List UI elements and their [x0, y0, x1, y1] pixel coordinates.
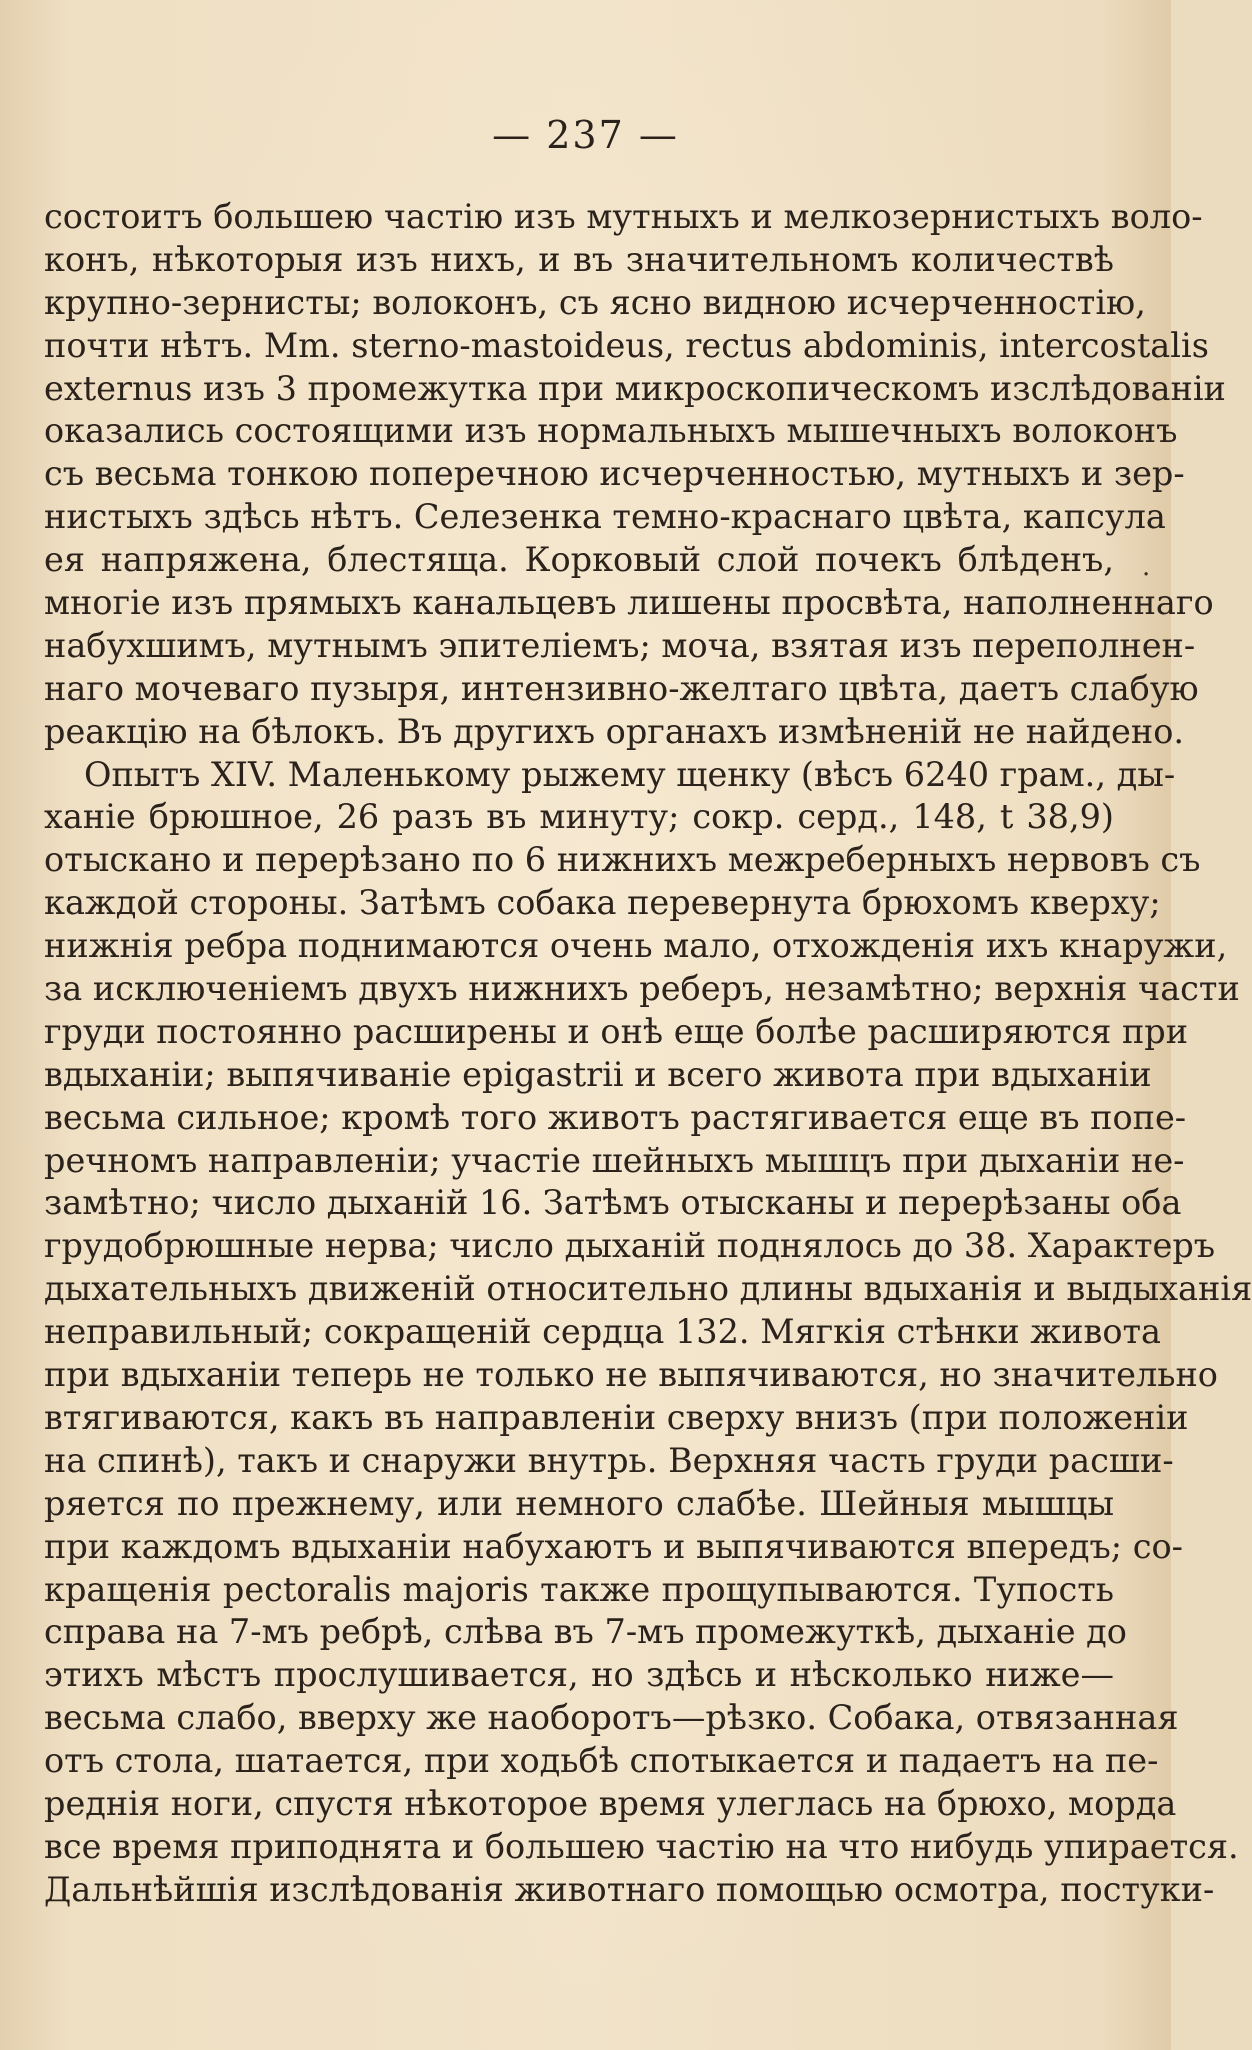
text-line: дыхательныхъ движеній относительно длины вдыханія и выдыханія — [44, 1269, 1252, 1309]
text-line: отыскано и перерѣзано по 6 нижнихъ межреберныхъ нервовъ съ — [44, 840, 1201, 880]
text-line: почти нѣтъ. Mm. sterno-mastoideus, rectus abdominis, intercostalis — [44, 325, 1209, 365]
text-line: Дальнѣйшія изслѣдованія животнаго помощью осмотра, постуки- — [44, 1869, 1215, 1909]
text-line: все время приподнята и большею частію на что нибудь упирается. — [44, 1826, 1239, 1866]
text-line: конъ, нѣкоторыя изъ нихъ, и въ значительномъ количествѣ — [44, 239, 1114, 279]
text-line: реднія ноги, спустя нѣкоторое время улеглась на брюхо, морда — [44, 1783, 1177, 1823]
text-line: каждой стороны. Затѣмъ собака перевернута брюхомъ кверху; — [44, 883, 1161, 923]
text-line: отъ стола, шатается, при ходьбѣ спотыкается и падаетъ на пе- — [44, 1741, 1159, 1781]
page-number: — 237 — — [492, 113, 679, 157]
text-line: кращенія pectoralis majoris также прощупываются. Тупость — [44, 1569, 1114, 1609]
text-line: оказались состоящими изъ нормальныхъ мышечныхъ волоконъ — [44, 411, 1178, 451]
text-line: этихъ мѣстъ прослушивается, но здѣсь и нѣсколько ниже— — [44, 1655, 1114, 1695]
text-line: съ весьма тонкою поперечною исчерченностью, мутныхъ и зер- — [44, 454, 1185, 494]
text-line: многіе изъ прямыхъ канальцевъ лишены просвѣта, наполненнаго — [44, 583, 1214, 623]
text-line: ея напряжена, блестяща. Корковый слой почекъ блѣденъ, — [44, 540, 1114, 580]
text-line: на спинѣ), такъ и снаружи внутрь. Верхняя часть груди расши- — [44, 1440, 1174, 1480]
text-line: при каждомъ вдыханіи набухаютъ и выпячиваются впередъ; со- — [44, 1526, 1183, 1566]
text-line: нистыхъ здѣсь нѣтъ. Селезенка темно-краснаго цвѣта, капсула — [44, 497, 1166, 537]
paragraph-start-line: Опытъ XIV. Маленькому рыжему щенку (вѣсъ 6240 грам., ды- — [84, 754, 1176, 794]
text-line: ряется по прежнему, или немного слабѣе. Шейныя мышцы — [44, 1483, 1114, 1523]
text-line: состоитъ большею частію изъ мутныхъ и мелкозернистыхъ воло- — [44, 197, 1203, 236]
text-line: весьма сильное; кромѣ того животъ растягивается еще въ попе- — [44, 1097, 1187, 1137]
text-line: грудобрюшные нерва; число дыханій поднялось до 38. Характеръ — [44, 1226, 1216, 1266]
margin-mark: · — [1142, 560, 1151, 590]
text-line: при вдыханіи теперь не только не выпячиваются, но значительно — [44, 1355, 1218, 1395]
text-line: речномъ направленіи; участіе шейныхъ мышцъ при дыханіи не- — [44, 1140, 1185, 1180]
text-line: втягиваются, какъ въ направленіи сверху внизъ (при положеніи — [44, 1397, 1189, 1437]
text-line: externus изъ 3 промежутка при микроскопическомъ изслѣдованіи — [44, 368, 1226, 408]
text-line: неправильный; сокращеній сердца 132. Мягкія стѣнки живота — [44, 1312, 1162, 1352]
text-line: реакцію на бѣлокъ. Въ другихъ органахъ измѣненій не найдено. — [44, 711, 1185, 751]
text-line: справа на 7-мъ ребрѣ, слѣва въ 7-мъ промежуткѣ, дыханіе до — [44, 1612, 1127, 1652]
text-line: набухшимъ, мутнымъ эпителіемъ; моча, взятая изъ переполнен- — [44, 625, 1196, 665]
text-line: ханіе брюшное, 26 разъ въ минуту; сокр. серд., 148, t 38,9) — [44, 797, 1114, 837]
text-line: груди постоянно расширены и онѣ еще болѣе расширяются при — [44, 1011, 1189, 1051]
text-line: наго мочеваго пузыря, интензивно-желтаго цвѣта, даетъ слабую — [44, 668, 1199, 708]
text-line: нижнія ребра поднимаются очень мало, отхожденія ихъ кнаружи, — [44, 926, 1228, 966]
text-line: за исключеніемъ двухъ нижнихъ реберъ, незамѣтно; верхнія части — [44, 969, 1240, 1009]
text-line: весьма слабо, вверху же наоборотъ—рѣзко. Собака, отвязанная — [44, 1698, 1179, 1738]
text-line: вдыханіи; выпячиваніе epigastrii и всего живота при вдыханіи — [44, 1054, 1152, 1094]
text-line: крупно-зернисты; волоконъ, съ ясно видною исчерченностію, — [44, 282, 1146, 322]
text-line: замѣтно; число дыханій 16. Затѣмъ отысканы и перерѣзаны оба — [44, 1183, 1182, 1223]
body-text — [44, 196, 1252, 1912]
